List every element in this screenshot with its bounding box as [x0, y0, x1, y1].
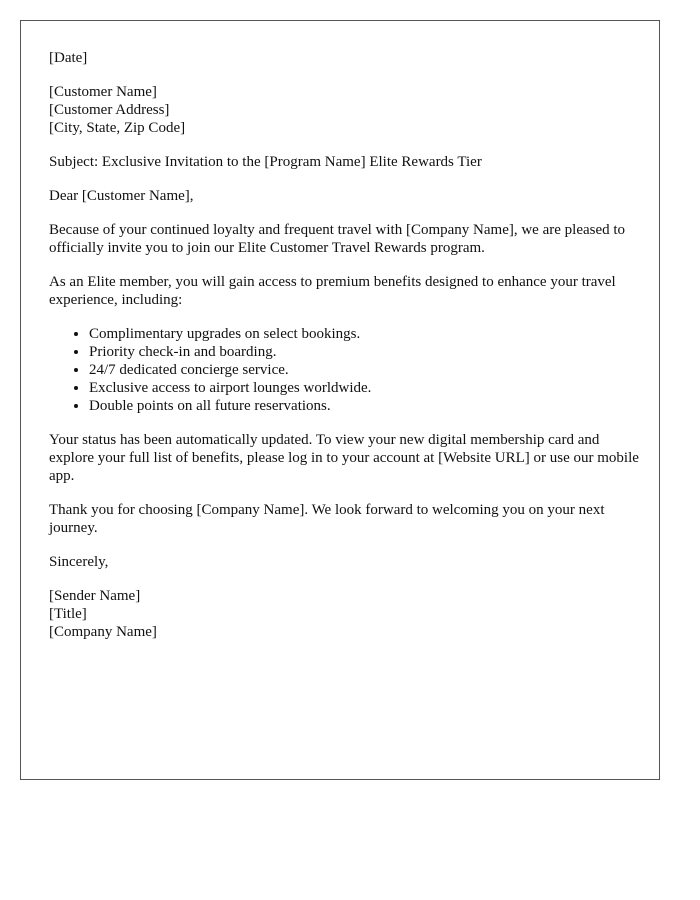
sender-company: [Company Name]: [49, 624, 157, 640]
date: [Date]: [49, 50, 88, 66]
signoff: Sincerely,: [49, 554, 109, 570]
recipient-address: [Customer Address]: [49, 102, 170, 118]
signoff-line: [49, 553, 639, 571]
sender-title: [Title]: [49, 606, 87, 622]
subject: Subject: Exclusive Invitation to the [Program Name] Elite Rewards Tier: [49, 154, 482, 170]
salutation: Dear [Customer Name],: [49, 188, 194, 204]
subject-line: [49, 153, 639, 171]
letter-page: [20, 20, 660, 780]
salutation-line: [49, 187, 639, 205]
benefit-list-item: • Priority check-in and boarding.: [89, 343, 639, 361]
benefit-list-item: • Complimentary upgrades on select bookings.: [89, 325, 639, 343]
sender-name: [Sender Name]: [49, 588, 141, 604]
recipient-name: [Customer Name]: [49, 84, 157, 100]
benefit-list-item: • Double points on all future reservations.: [89, 397, 639, 415]
status-paragraph: Your status has been automatically updated. To view your new digital membership card and explore your full list of benefits, please log in to your account at [Website URL] or use our mobile app.: [49, 432, 639, 484]
recipient-city-state-zip: [City, State, Zip Code]: [49, 120, 186, 136]
recipient-address-block: [49, 83, 639, 137]
date-line: [49, 49, 639, 67]
benefit-list-item: • Exclusive access to airport lounges worldwide.: [89, 379, 639, 397]
benefits-list: [49, 325, 639, 415]
benefit-list-item: • 24/7 dedicated concierge service.: [89, 361, 639, 379]
intro-paragraph: Because of your continued loyalty and frequent travel with [Company Name], we are pleased to officially invite you to join our Elite Customer Travel Rewards program.: [49, 222, 626, 256]
thank-you-paragraph: Thank you for choosing [Company Name]. We look forward to welcoming you on your next journey.: [49, 502, 605, 536]
letter-body: [49, 49, 639, 657]
benefits-intro-paragraph: As an Elite member, you will gain access to premium benefits designed to enhance your travel experience, including:: [49, 274, 616, 308]
sender-signature-block: [49, 587, 639, 641]
